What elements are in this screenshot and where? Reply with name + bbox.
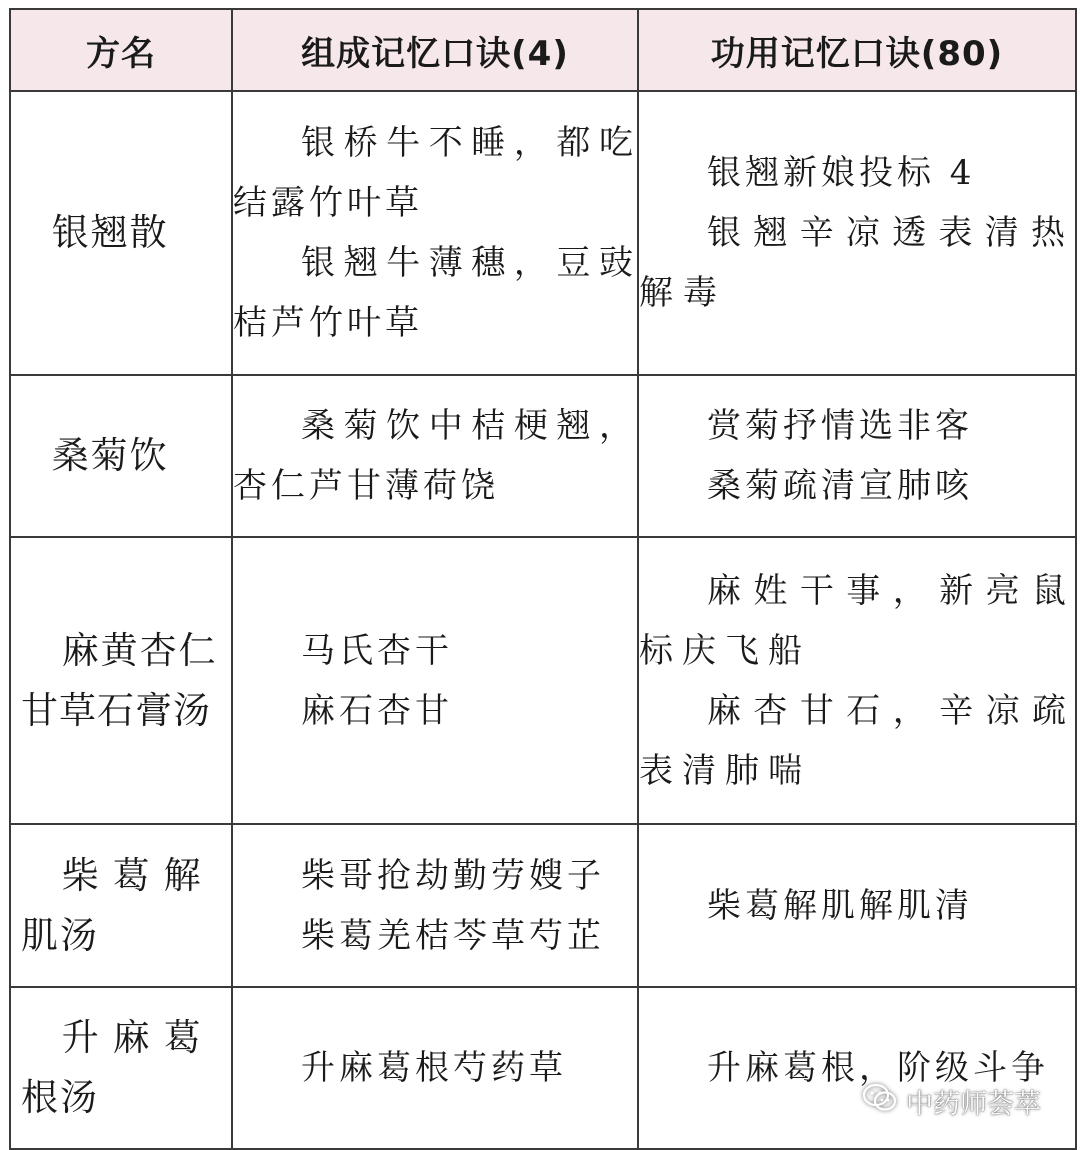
function-line: 银翘新娘投标 4 xyxy=(707,153,976,193)
formula-name-line: 肌汤 xyxy=(21,913,99,957)
function-line: 银翘辛凉透表清热解毒 xyxy=(639,213,1075,313)
formula-name-line: 根汤 xyxy=(21,1076,99,1119)
watermark-text: 中药师荟萃 xyxy=(906,1089,1041,1120)
function-line: 柴葛解肌解肌清 xyxy=(707,885,973,926)
wechat-icon xyxy=(862,1083,898,1120)
table-header-row xyxy=(10,9,1076,91)
function-cell xyxy=(638,91,1076,375)
formula-name-cell xyxy=(10,824,232,987)
composition-cell xyxy=(232,987,638,1149)
function-cell xyxy=(638,375,1076,537)
composition-line: 桑菊饮中桔梗翘，杏仁芦甘薄荷饶 xyxy=(233,406,637,506)
function-line: 赏菊抒情选非客 xyxy=(707,406,973,446)
formula-name-cell xyxy=(10,375,232,537)
function-line: 桑菊疏清宣肺咳 xyxy=(707,466,973,506)
formula-mnemonic-table xyxy=(9,8,1077,1150)
composition-line: 柴哥抢劫勤劳嫂子 xyxy=(301,855,605,896)
formula-name-line: 柴葛解 xyxy=(61,853,215,897)
header-function-mnemonic: 功用记忆口诀(80) xyxy=(638,9,1076,91)
formula-name-line: 甘草石膏汤 xyxy=(21,688,211,732)
header-composition-mnemonic: 组成记忆口诀(4) xyxy=(232,9,638,91)
function-line: 麻杏甘石，辛凉疏表清肺喘 xyxy=(639,690,1075,791)
table-row xyxy=(10,824,1076,987)
composition-line: 银桥牛不睡，都吃结露竹叶草 xyxy=(233,123,637,223)
table-row xyxy=(10,537,1076,824)
composition-cell xyxy=(232,824,638,987)
table-row xyxy=(10,375,1076,537)
composition-cell xyxy=(232,537,638,824)
formula-name-cell xyxy=(10,537,232,824)
function-cell xyxy=(638,987,1076,1149)
function-line: 麻姓干事，新亮鼠标庆飞船 xyxy=(639,570,1075,671)
formula-name-cell xyxy=(10,987,232,1149)
composition-cell xyxy=(232,375,638,537)
composition-line: 柴葛羌桔芩草芍芷 xyxy=(301,915,605,956)
function-cell xyxy=(638,824,1076,987)
formula-name-cell xyxy=(10,91,232,375)
formula-name-line: 麻黄杏仁 xyxy=(61,628,218,672)
table-row xyxy=(10,91,1076,375)
function-cell xyxy=(638,537,1076,824)
composition-line: 银翘牛薄穗，豆豉桔芦竹叶草 xyxy=(233,243,637,343)
table-row xyxy=(10,987,1076,1149)
watermark xyxy=(862,1082,1041,1121)
composition-line: 升麻葛根芍药草 xyxy=(301,1048,567,1088)
formula-name-line: 升麻葛 xyxy=(61,1016,215,1059)
function-line: 升麻葛根，阶级斗争 xyxy=(707,1048,1049,1088)
composition-line: 马氏杏干 xyxy=(301,630,453,671)
composition-cell xyxy=(232,91,638,375)
formula-name: 桑菊饮 xyxy=(51,434,169,477)
header-formula-name: 方名 xyxy=(10,9,232,91)
formula-name: 银翘散 xyxy=(51,211,169,254)
composition-line: 麻石杏甘 xyxy=(301,690,453,731)
